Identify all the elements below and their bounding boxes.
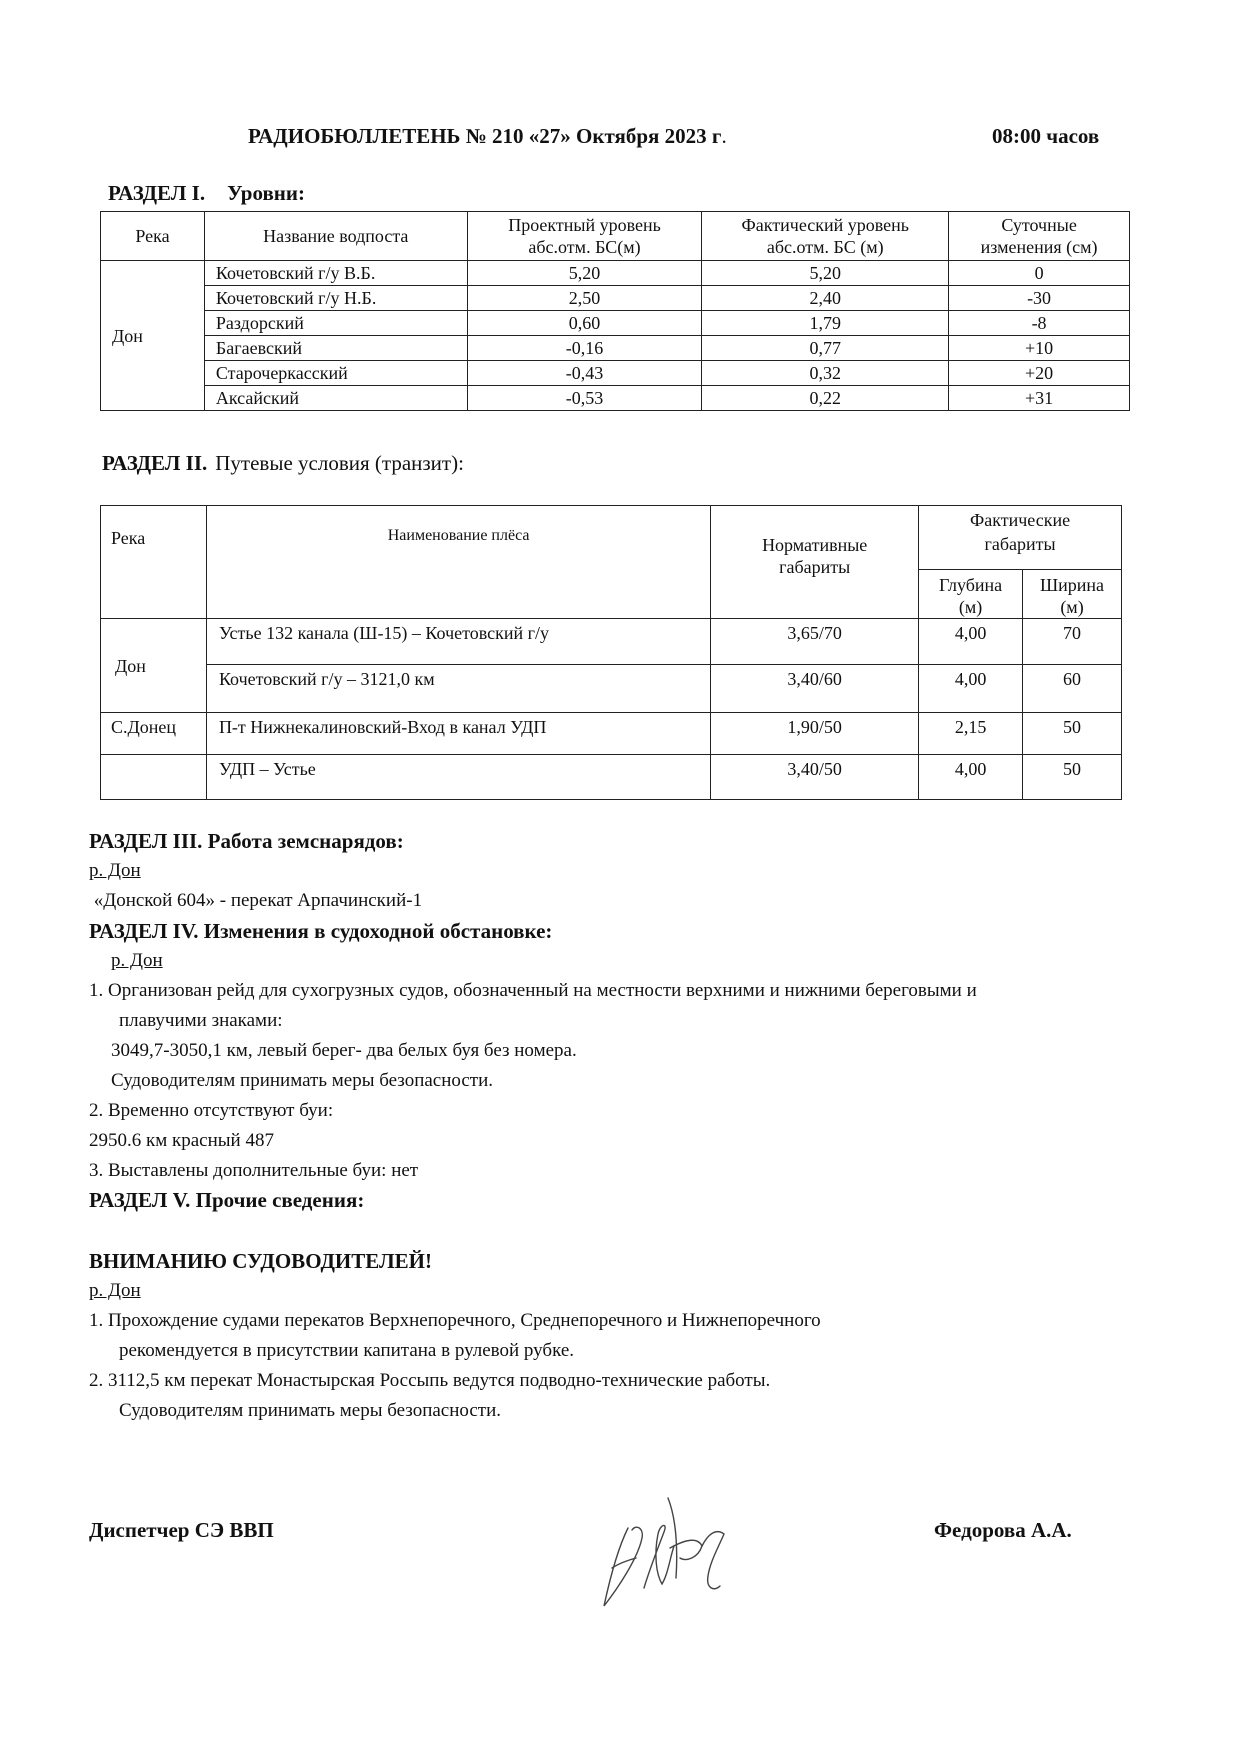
depth-cell: 4,00 [919, 665, 1023, 713]
col-depth: Глубина (м) [919, 570, 1023, 619]
post-cell: Багаевский [204, 336, 467, 361]
attention-item-2-cont: Судоводителям принимать меры безопасности. [119, 1400, 502, 1421]
section3-river: р. Дон [89, 860, 141, 881]
norm-cell: 1,90/50 [711, 713, 919, 755]
post-cell: Аксайский [204, 386, 467, 411]
table-row [101, 386, 1130, 411]
change-cell: +20 [949, 361, 1130, 386]
section4-heading: РАЗДЕЛ IV. Изменения в судоходной обстановке: [89, 919, 553, 943]
project-cell: 2,50 [467, 286, 702, 311]
dispatcher-name: Федорова А.А. [934, 1518, 1072, 1542]
col-reach: Наименование плёса [206, 506, 710, 619]
section4-item-2: 2. Временно отсутствуют буи: [89, 1100, 334, 1121]
width-cell: 60 [1023, 665, 1122, 713]
project-cell: 5,20 [467, 261, 702, 286]
table-row [101, 261, 1130, 286]
post-cell: Кочетовский г/у В.Б. [204, 261, 467, 286]
change-cell: +31 [949, 386, 1130, 411]
transit-table [100, 505, 1122, 800]
project-cell: -0,43 [467, 361, 702, 386]
change-cell: 0 [949, 261, 1130, 286]
section4 [89, 916, 977, 1186]
width-cell: 50 [1023, 755, 1122, 800]
table-row [101, 336, 1130, 361]
actual-cell: 5,20 [702, 261, 949, 286]
actual-cell: 0,32 [702, 361, 949, 386]
section3-heading: РАЗДЕЛ III. Работа земснарядов: [89, 829, 404, 853]
table-row [101, 361, 1130, 386]
section3 [89, 826, 422, 916]
col-norm: Нормативные габариты [711, 506, 919, 619]
section4-item-1-note: Судоводителям принимать меры безопасности. [111, 1070, 494, 1091]
bulletin-time: 08:00 часов [992, 124, 1100, 148]
project-cell: -0,53 [467, 386, 702, 411]
table-row [101, 619, 1122, 665]
change-cell: -30 [949, 286, 1130, 311]
table-row [101, 713, 1122, 755]
reach-cell: Устье 132 канала (Ш-15) – Кочетовский г/у [206, 619, 710, 665]
depth-cell: 4,00 [919, 619, 1023, 665]
section1-heading: РАЗДЕЛ I. Уровни: [108, 181, 305, 205]
attention-item-2: 2. 3112,5 км перекат Монастырская Россыпь ведутся подводно-технические работы. [89, 1370, 771, 1391]
table-row [101, 311, 1130, 336]
table-row [101, 755, 1122, 800]
section4-item-1-cont: плавучими знаками: [119, 1010, 283, 1031]
actual-cell: 0,77 [702, 336, 949, 361]
river-cell [101, 755, 207, 800]
depth-cell: 4,00 [919, 755, 1023, 800]
river-cell: Дон [101, 261, 205, 411]
attention-river: р. Дон [89, 1280, 141, 1301]
norm-cell: 3,65/70 [711, 619, 919, 665]
col-actual: Фактический уровень абс.отм. БС (м) [702, 212, 949, 261]
col-project: Проектный уровень абс.отм. БС(м) [467, 212, 702, 261]
section2-heading: РАЗДЕЛ II. Путевые условия (транзит): [102, 451, 464, 475]
post-cell: Старочеркасский [204, 361, 467, 386]
col-change: Суточные изменения (см) [949, 212, 1130, 261]
dispatcher-role: Диспетчер СЭ ВВП [89, 1518, 274, 1542]
section4-item-3: 3. Выставлены дополнительные буи: нет [89, 1160, 419, 1181]
attention-heading: ВНИМАНИЮ СУДОВОДИТЕЛЕЙ! [89, 1249, 432, 1273]
norm-cell: 3,40/60 [711, 665, 919, 713]
attention-block [89, 1246, 821, 1426]
levels-table-header [101, 212, 1130, 261]
river-cell: С.Донец [101, 713, 207, 755]
col-river: Река [101, 506, 207, 619]
reach-cell: Кочетовский г/у – 3121,0 км [206, 665, 710, 713]
actual-cell: 0,22 [702, 386, 949, 411]
table-row [101, 286, 1130, 311]
section3-item: «Донской 604» - перекат Арпачинский-1 [89, 890, 423, 911]
section4-river: р. Дон [111, 950, 163, 971]
section5-heading: РАЗДЕЛ V. Прочие сведения: [89, 1188, 365, 1212]
bulletin-title: РАДИОБЮЛЛЕТЕНЬ № 210 «27» Октября 2023 г. [248, 124, 727, 148]
actual-cell: 1,79 [702, 311, 949, 336]
actual-cell: 2,40 [702, 286, 949, 311]
project-cell: 0,60 [467, 311, 702, 336]
post-cell: Кочетовский г/у Н.Б. [204, 286, 467, 311]
project-cell: -0,16 [467, 336, 702, 361]
attention-item-1: 1. Прохождение судами перекатов Верхнепоречного, Среднепоречного и Нижнепоречного [89, 1310, 821, 1331]
transit-table-header [101, 506, 1122, 570]
col-river: Река [101, 212, 205, 261]
attention-item-1-cont: рекомендуется в присутствии капитана в рулевой рубке. [119, 1340, 575, 1361]
width-cell: 70 [1023, 619, 1122, 665]
section4-item-2-detail: 2950.6 км красный 487 [89, 1130, 274, 1151]
norm-cell: 3,40/50 [711, 755, 919, 800]
section4-item-1-location: 3049,7-3050,1 км, левый берег- два белых буя без номера. [111, 1040, 577, 1061]
reach-cell: П-т Нижнекалиновский-Вход в канал УДП [206, 713, 710, 755]
post-cell: Раздорский [204, 311, 467, 336]
change-cell: +10 [949, 336, 1130, 361]
reach-cell: УДП – Устье [206, 755, 710, 800]
col-actual: Фактические габариты [919, 506, 1122, 570]
levels-table [100, 211, 1130, 411]
table-row [101, 665, 1122, 713]
col-post: Название водпоста [204, 212, 467, 261]
depth-cell: 2,15 [919, 713, 1023, 755]
col-width: Ширина (м) [1023, 570, 1122, 619]
change-cell: -8 [949, 311, 1130, 336]
river-cell: Дон [101, 619, 207, 713]
handwritten-signature-icon [598, 1488, 738, 1618]
section4-item-1: 1. Организован рейд для сухогрузных судов, обозначенный на местности верхними и нижними береговыми и [89, 980, 977, 1001]
width-cell: 50 [1023, 713, 1122, 755]
